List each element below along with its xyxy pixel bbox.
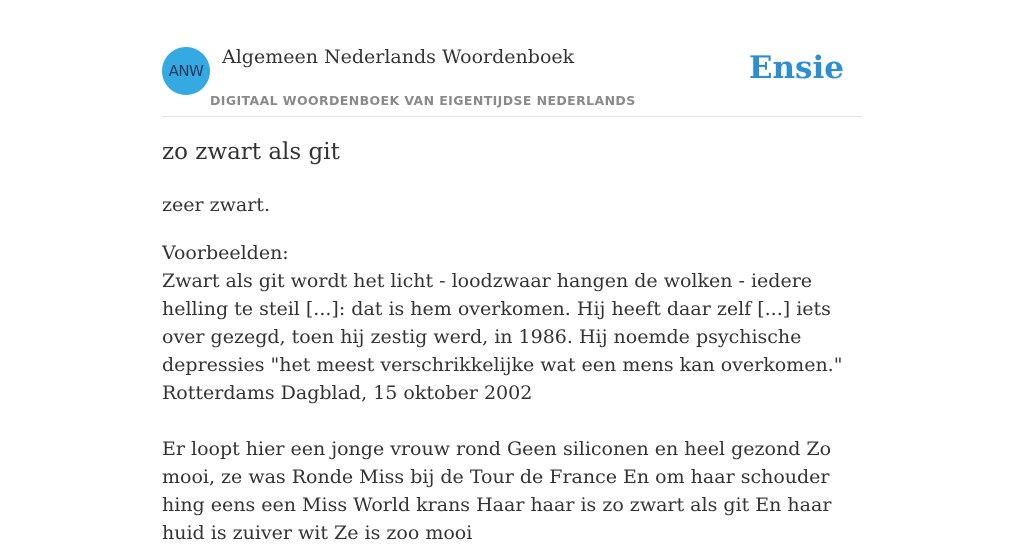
examples-section (162, 239, 862, 547)
ensie-brand-link[interactable]: Ensie (748, 50, 844, 86)
example-text: Zwart als git wordt het licht - loodzwaar hangen de wolken - iedere helling te steil [...]: dat is hem overkomen. Hij heeft daar zelf [...] iets over gezegd, toen hij zestig werd, in 1986. Hij noemde psychische depressies "het meest verschrikkelijke wat een mens kan overkomen." (162, 270, 843, 376)
site-header (162, 0, 862, 117)
examples-label: Voorbeelden: (162, 242, 289, 264)
site-title[interactable]: Algemeen Nederlands Woordenboek (222, 46, 575, 68)
logo-text: ANW (168, 62, 204, 80)
site-subtitle: DIGITAAL WOORDENBOEK VAN EIGENTIJDSE NEDERLANDS (210, 93, 636, 108)
entry-term: zo zwart als git (162, 139, 340, 165)
content-container (162, 0, 862, 544)
entry-definition: zeer zwart. (162, 194, 270, 216)
anw-logo[interactable] (162, 47, 210, 95)
example-source: Rotterdams Dagblad, 15 oktober 2002 (162, 382, 533, 404)
example-spacer (162, 407, 862, 435)
example-text: Er loopt hier een jonge vrouw rond Geen siliconen en heel gezond Zo mooi, ze was Ronde Miss bij de Tour de France En om haar schouder hing eens een Miss World krans Haar haar is zo zwart als git En haar huid is zuiver wit Ze is zoo mooi (162, 438, 832, 544)
